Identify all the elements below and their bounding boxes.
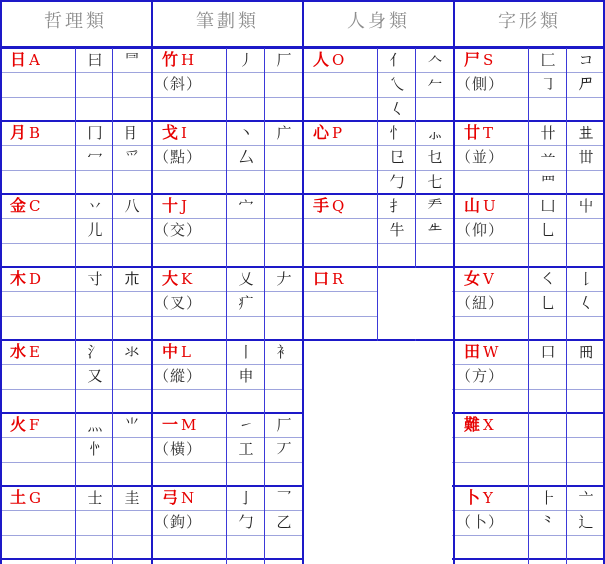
- header-shapes: 字形類: [498, 11, 561, 32]
- header-body: 人身類: [347, 11, 410, 32]
- key-letter: N: [181, 489, 195, 507]
- key-letter: S: [483, 51, 494, 69]
- radical-key: [464, 123, 493, 143]
- auxiliary-shape: 𠀎: [578, 124, 594, 142]
- auxiliary-shape: 扌: [389, 197, 405, 215]
- auxiliary-shape: 𡿨: [389, 99, 405, 118]
- key-letter: B: [29, 124, 41, 142]
- auxiliary-shape: 丗: [578, 148, 594, 167]
- key-letter: F: [29, 416, 40, 434]
- radical-char: 火: [10, 415, 27, 434]
- auxiliary-shape: 灬: [87, 416, 103, 434]
- radical-char: 手: [313, 196, 330, 215]
- radical-key: [10, 415, 39, 435]
- auxiliary-shape: 工: [238, 440, 254, 459]
- radical-char: 月: [10, 123, 27, 142]
- stroke-type-label: （鉤）: [154, 513, 203, 532]
- auxiliary-shape: 厶: [238, 148, 254, 167]
- stroke-type-label: （仰）: [456, 221, 505, 240]
- auxiliary-shape: 忄: [389, 124, 405, 142]
- auxiliary-shape: 丨: [238, 343, 254, 361]
- radical-key: [464, 415, 494, 435]
- auxiliary-shape: 乚: [540, 221, 556, 240]
- auxiliary-shape: 卄: [540, 124, 556, 142]
- stroke-type-label: （縱）: [154, 367, 203, 386]
- key-letter: U: [483, 197, 496, 215]
- radical-key: [313, 196, 344, 216]
- auxiliary-shape: 𠂇: [276, 270, 292, 288]
- auxiliary-shape: 𠄌: [578, 270, 594, 288]
- auxiliary-shape: 八: [124, 197, 140, 215]
- radical-key: [162, 342, 191, 362]
- stroke-type-label: （卜）: [456, 513, 505, 532]
- auxiliary-shape: 乂: [238, 270, 254, 288]
- radical-char: 十: [162, 196, 179, 215]
- auxiliary-shape: 丿: [238, 51, 254, 69]
- auxiliary-shape: ⺊: [540, 489, 556, 507]
- stroke-type-label: （交）: [154, 221, 203, 240]
- auxiliary-shape: 乀: [389, 75, 405, 94]
- auxiliary-shape: 乛: [276, 489, 292, 507]
- key-letter: C: [29, 197, 41, 215]
- radical-key: [313, 269, 343, 289]
- auxiliary-shape: ⺌: [124, 416, 140, 434]
- auxiliary-shape: 𡿨: [578, 294, 594, 313]
- radical-char: 竹: [162, 50, 179, 69]
- radical-key: [162, 269, 192, 289]
- auxiliary-shape: 寸: [87, 270, 103, 288]
- key-letter: M: [181, 416, 197, 434]
- auxiliary-shape: 氵: [87, 343, 103, 361]
- key-letter: P: [332, 124, 343, 142]
- auxiliary-shape: 厂: [276, 51, 292, 69]
- radical-char: 尸: [464, 50, 481, 69]
- radical-char: 大: [162, 269, 179, 288]
- auxiliary-shape: 儿: [87, 221, 103, 240]
- auxiliary-shape: ⺀: [540, 513, 556, 532]
- auxiliary-shape: ㇆: [540, 75, 556, 94]
- empty-area: [378, 268, 452, 339]
- radical-key: [313, 123, 342, 143]
- auxiliary-shape: 匚: [540, 51, 556, 69]
- auxiliary-shape: 𠂒: [427, 221, 443, 240]
- key-letter: J: [181, 197, 188, 215]
- stroke-type-label: （叉）: [154, 294, 203, 313]
- radical-key: [162, 488, 194, 508]
- radical-key: [10, 50, 40, 70]
- key-letter: W: [483, 343, 499, 361]
- auxiliary-shape: 𠂉: [427, 75, 443, 94]
- auxiliary-shape: ㇛: [540, 270, 556, 288]
- auxiliary-shape: 厂: [276, 416, 292, 434]
- stroke-type-label: （並）: [456, 148, 505, 167]
- auxiliary-shape: 疒: [238, 294, 254, 313]
- auxiliary-shape: 龵: [427, 197, 443, 215]
- auxiliary-shape: 亻: [389, 51, 405, 69]
- radical-char: 金: [10, 196, 27, 215]
- column-divider: [151, 0, 153, 564]
- auxiliary-shape: 㣺: [87, 440, 103, 459]
- stroke-type-label: （點）: [154, 148, 203, 167]
- auxiliary-shape: 亅: [238, 489, 254, 507]
- auxiliary-shape: 亠: [578, 489, 594, 507]
- radical-char: 木: [10, 269, 27, 288]
- stroke-type-label: （橫）: [154, 440, 203, 459]
- key-letter: K: [181, 270, 193, 288]
- radical-char: 卜: [464, 488, 481, 507]
- radical-key: [464, 488, 493, 508]
- radical-char: 人: [313, 50, 330, 69]
- radical-char: 田: [464, 342, 481, 361]
- key-letter: H: [181, 51, 195, 69]
- auxiliary-shape: 丶: [238, 124, 254, 142]
- radical-char: 土: [10, 488, 27, 507]
- key-letter: Q: [332, 197, 345, 215]
- auxiliary-shape: 䒑: [540, 148, 556, 167]
- radical-char: 女: [464, 269, 481, 288]
- radical-key: [10, 342, 40, 362]
- key-letter: D: [29, 270, 42, 288]
- auxiliary-shape: 宀: [238, 197, 254, 215]
- auxiliary-shape: 勹: [389, 172, 405, 191]
- radical-char: 山: [464, 196, 481, 215]
- auxiliary-shape: 士: [87, 489, 103, 507]
- key-letter: I: [181, 124, 187, 142]
- stroke-type-label: （紐）: [456, 294, 505, 313]
- key-letter: V: [483, 270, 494, 288]
- radical-key: [162, 50, 194, 70]
- auxiliary-shape: 丆: [276, 440, 292, 459]
- radical-key: [464, 196, 496, 216]
- auxiliary-shape: 丷: [87, 197, 103, 215]
- auxiliary-shape: 屮: [578, 197, 594, 215]
- auxiliary-shape: 口: [540, 343, 556, 361]
- auxiliary-shape: 曰: [87, 51, 103, 69]
- column-divider: [0, 0, 2, 564]
- stroke-type-label: （側）: [456, 75, 505, 94]
- key-letter: A: [29, 51, 40, 69]
- radical-char: 口: [313, 269, 330, 288]
- auxiliary-shape: 广: [276, 124, 292, 142]
- radical-key: [10, 488, 41, 508]
- radical-key: [162, 196, 187, 216]
- radical-char: 心: [313, 123, 330, 142]
- key-letter: L: [181, 343, 191, 361]
- auxiliary-shape: 㔾: [389, 148, 405, 167]
- auxiliary-shape: 牛: [389, 221, 405, 240]
- key-letter: X: [483, 416, 494, 434]
- radical-char: 弓: [162, 488, 179, 507]
- radical-char: 戈: [162, 123, 179, 142]
- radical-char: 一: [162, 415, 179, 434]
- auxiliary-shape: 凵: [540, 197, 556, 215]
- auxiliary-shape: 氺: [124, 343, 140, 361]
- radical-char: 日: [10, 50, 27, 69]
- header-philosophy: 哲理類: [44, 11, 107, 32]
- auxiliary-shape: 辶: [578, 513, 594, 532]
- stroke-type-label: （斜）: [154, 75, 203, 94]
- auxiliary-shape: 爫: [124, 148, 140, 167]
- auxiliary-shape: 勹: [238, 513, 254, 532]
- auxiliary-shape: 𠃜: [578, 75, 594, 94]
- radical-key: [464, 269, 494, 289]
- auxiliary-shape: 乜: [427, 148, 443, 167]
- auxiliary-shape: 𠕁: [578, 343, 594, 361]
- radical-char: 水: [10, 342, 27, 361]
- radical-key: [10, 123, 40, 143]
- auxiliary-shape: 乙: [276, 513, 292, 532]
- auxiliary-shape: 冖: [87, 148, 103, 167]
- radical-key: [10, 196, 41, 216]
- radical-key: [10, 269, 41, 289]
- key-letter: G: [29, 489, 41, 507]
- key-letter: R: [332, 270, 344, 288]
- auxiliary-shape: 𠆢: [427, 51, 443, 69]
- key-letter: T: [483, 124, 494, 142]
- radical-key: [162, 415, 196, 435]
- radical-key: [464, 342, 498, 362]
- auxiliary-shape: 冂: [87, 124, 103, 142]
- header-strokes: 筆劃類: [196, 11, 259, 32]
- auxiliary-shape: 又: [87, 367, 103, 386]
- radical-key: [162, 123, 187, 143]
- auxiliary-shape: 衤: [276, 343, 292, 361]
- radical-char: 中: [162, 342, 179, 361]
- auxiliary-shape: ㇀: [238, 416, 254, 434]
- radical-char: 難: [464, 415, 481, 434]
- key-letter: O: [332, 51, 345, 69]
- key-letter: E: [29, 343, 40, 361]
- radical-char: 廿: [464, 123, 481, 142]
- auxiliary-shape: 罒: [540, 172, 556, 191]
- radical-key: [464, 50, 493, 70]
- auxiliary-shape: 𣎳: [124, 270, 140, 288]
- radical-key: [313, 50, 344, 70]
- auxiliary-shape: ⺗: [427, 124, 443, 142]
- key-letter: Y: [483, 489, 493, 507]
- auxiliary-shape: コ: [578, 51, 594, 69]
- auxiliary-shape: 圭: [124, 489, 140, 507]
- stroke-type-label: （方）: [456, 367, 505, 386]
- empty-area: [304, 341, 452, 564]
- auxiliary-shape: 七: [427, 172, 443, 191]
- auxiliary-shape: 乚: [540, 294, 556, 313]
- auxiliary-shape: ⺜: [124, 51, 140, 69]
- auxiliary-shape: 申: [238, 367, 254, 386]
- auxiliary-shape: ⺝: [124, 124, 140, 142]
